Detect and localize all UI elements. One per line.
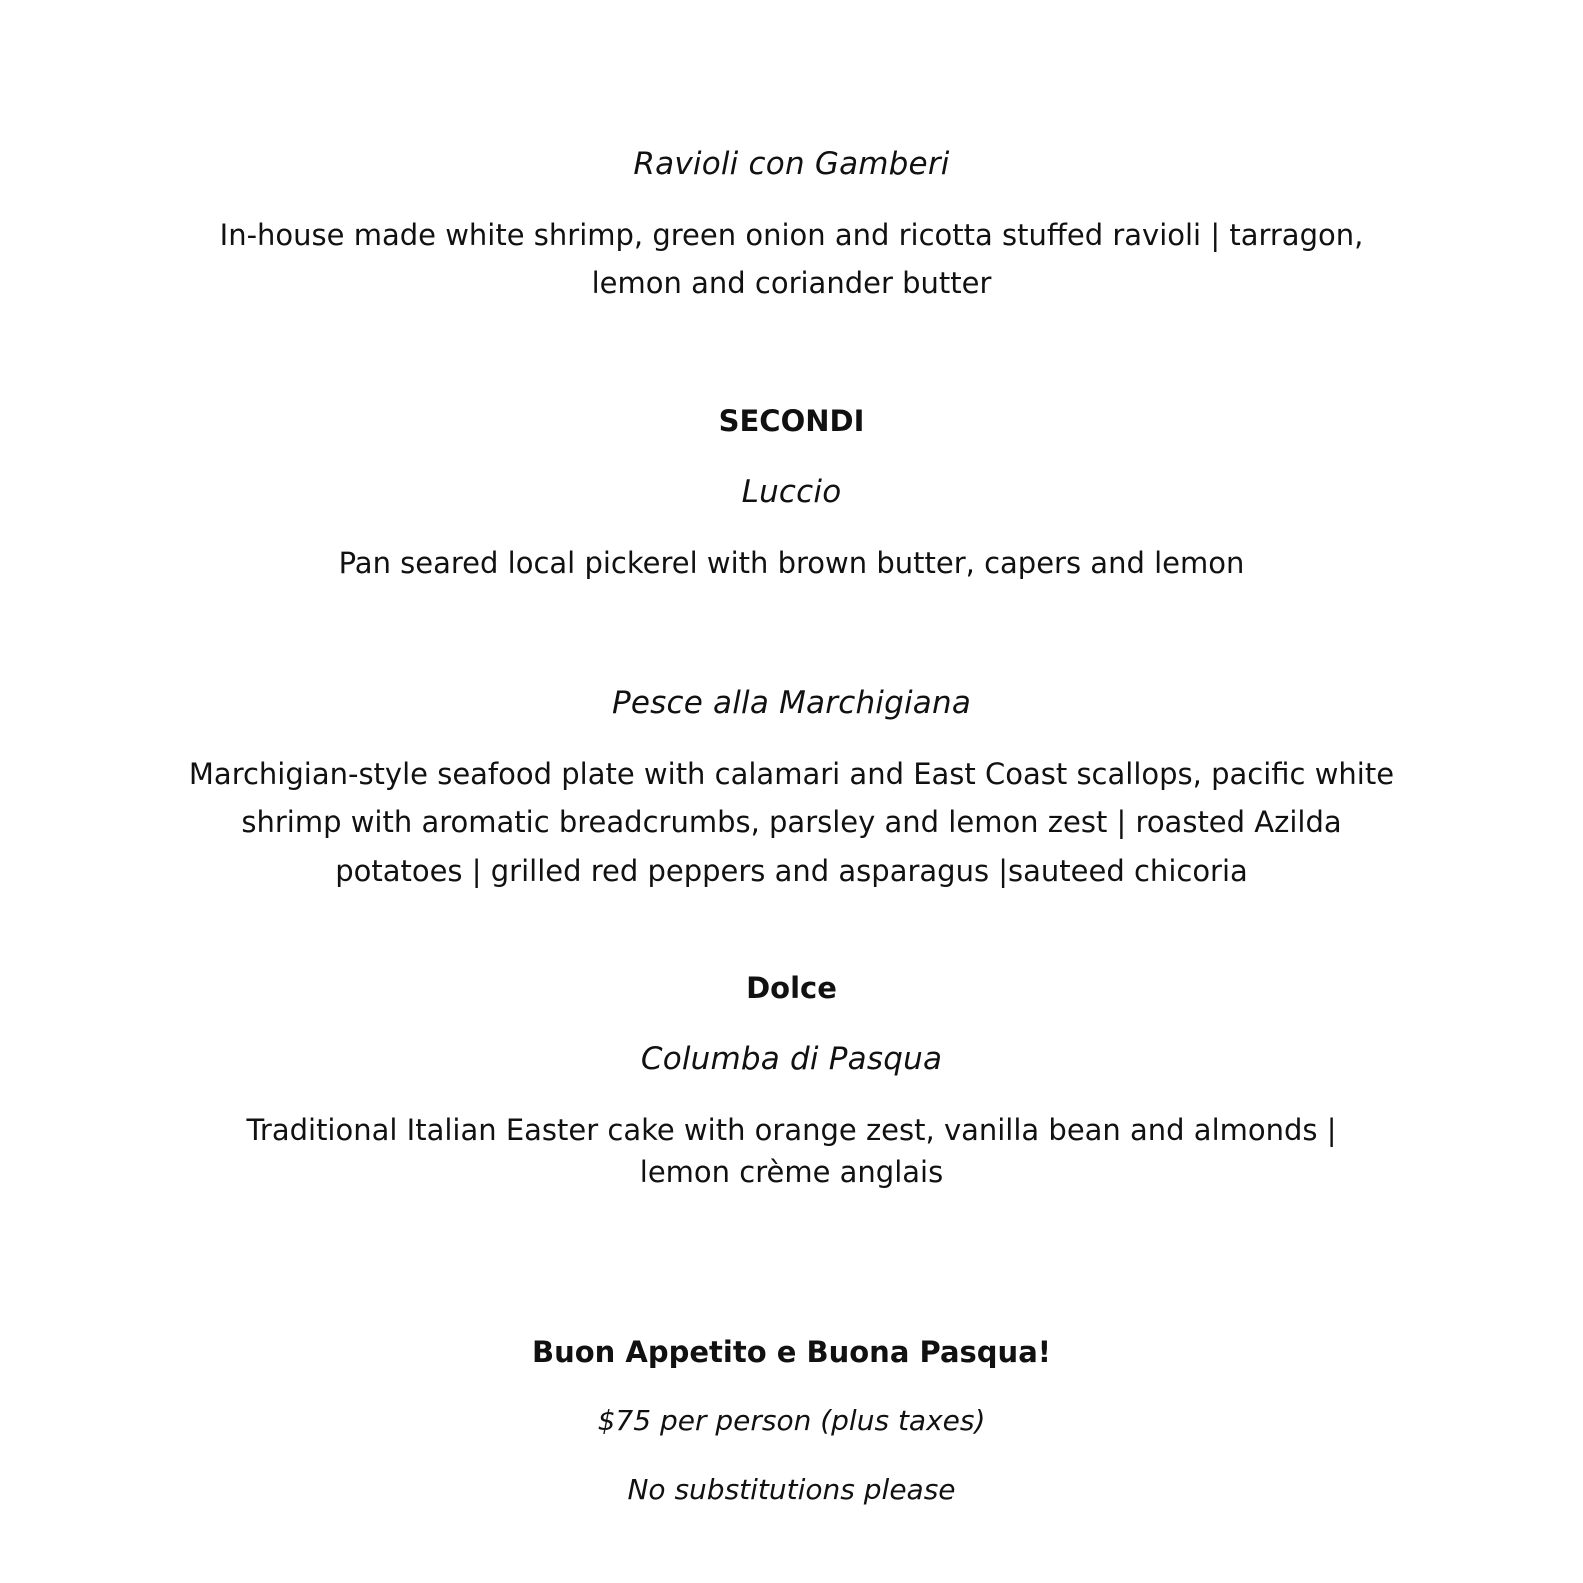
dish-description-pesce-line-2: shrimp with aromatic breadcrumbs, parsley and lemon zest | roasted Azilda (241, 805, 1342, 839)
dish-description-ravioli-line-2: lemon and coriander butter (591, 266, 992, 300)
dish-name-luccio: Luccio (741, 474, 842, 510)
dish-description-columba-line-2: lemon crème anglais (639, 1155, 944, 1189)
dish-description-ravioli-line-1: In-house made white shrimp, green onion and ricotta stuffed ravioli | tarragon, (219, 218, 1364, 252)
dish-description-columba-line-1: Traditional Italian Easter cake with orange zest, vanilla bean and almonds | (246, 1113, 1337, 1147)
dish-description-luccio: Pan seared local pickerel with brown butter, capers and lemon (338, 546, 1245, 580)
closing-greeting: Buon Appetito e Buona Pasqua! (532, 1335, 1051, 1369)
section-heading-dolce: Dolce (746, 971, 837, 1005)
section-heading-secondi: SECONDI (718, 404, 865, 438)
price-note: $75 per person (plus taxes) (597, 1404, 986, 1437)
dish-name-ravioli: Ravioli con Gamberi (633, 146, 950, 182)
dish-name-columba: Columba di Pasqua (640, 1041, 943, 1077)
dish-description-pesce-line-3: potatoes | grilled red peppers and asparagus |sauteed chicoria (335, 854, 1248, 888)
dish-description-pesce-line-1: Marchigian-style seafood plate with calamari and East Coast scallops, pacific white (188, 757, 1395, 791)
substitution-note: No substitutions please (627, 1473, 956, 1506)
dish-name-pesce: Pesce alla Marchigiana (611, 685, 972, 721)
